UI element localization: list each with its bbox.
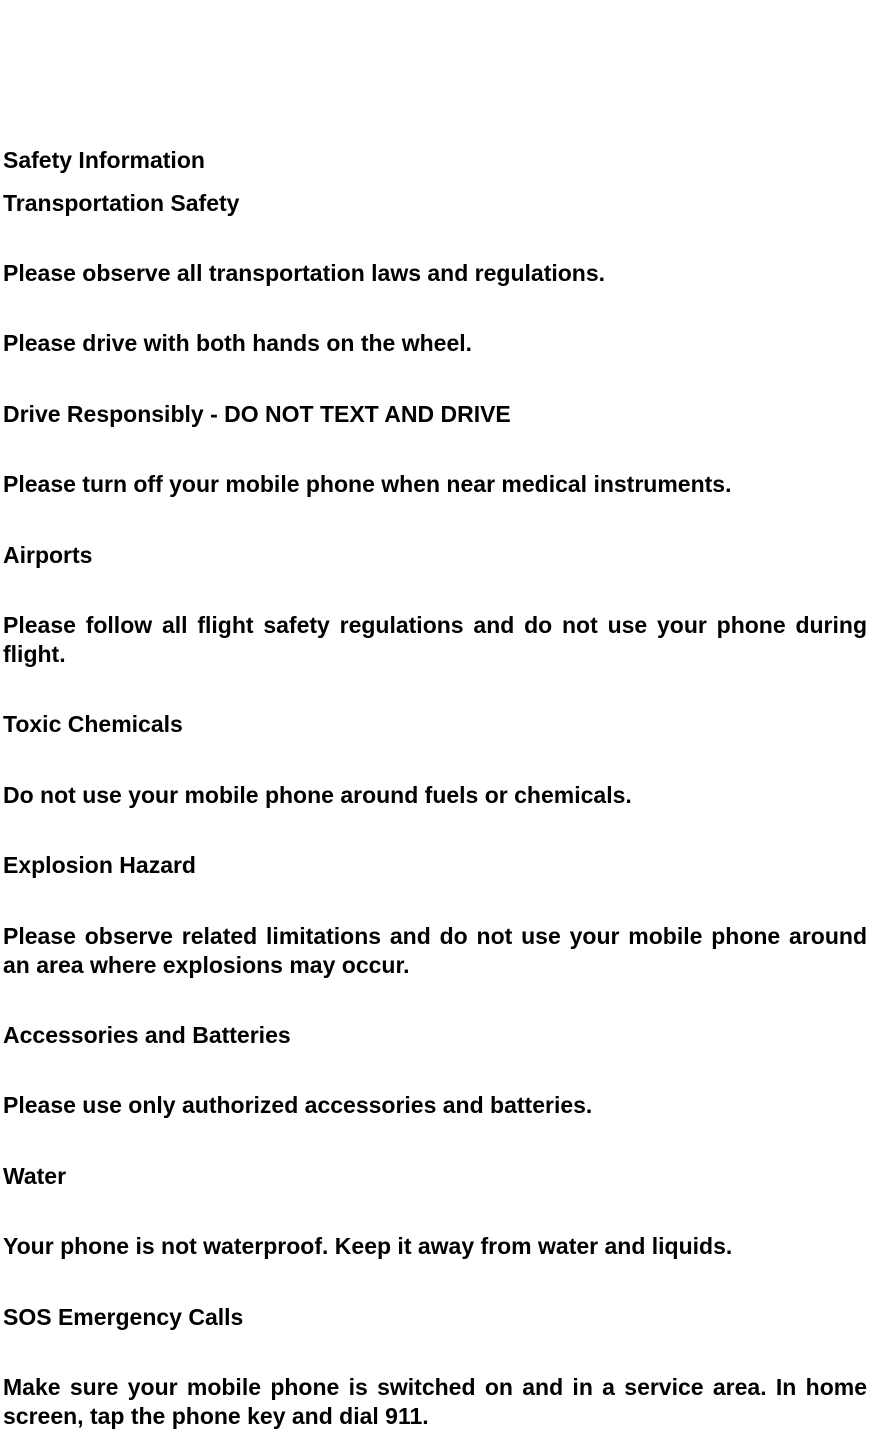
water-paragraph: Your phone is not waterproof. Keep it away from water and liquids.: [3, 1233, 733, 1259]
airports-paragraph: Please follow all flight safety regulations and do not use your phone during flight.: [3, 612, 867, 667]
sos-paragraph: Make sure your mobile phone is switched on and in a service area. In home screen, tap the phone key and dial 911.: [3, 1374, 867, 1429]
chemicals-paragraph: Do not use your mobile phone around fuels or chemicals.: [3, 782, 632, 808]
section-heading-accessories: Accessories and Batteries: [3, 1022, 291, 1048]
medical-instruments-notice: Please turn off your mobile phone when near medical instruments.: [3, 471, 732, 497]
transport-rule-laws: Please observe all transportation laws and regulations.: [3, 260, 606, 286]
section-heading-airports: Airports: [3, 542, 93, 568]
transport-rule-texting: Drive Responsibly - DO NOT TEXT AND DRIVE: [3, 401, 511, 427]
accessories-paragraph: Please use only authorized accessories and batteries.: [3, 1092, 593, 1118]
section-heading-water: Water: [3, 1163, 67, 1189]
page-title: Safety Information: [3, 147, 205, 173]
section-heading-toxic-chemicals: Toxic Chemicals: [3, 711, 183, 737]
section-heading-transportation: Transportation Safety: [3, 190, 240, 216]
section-heading-explosion-hazard: Explosion Hazard: [3, 852, 196, 878]
explosion-paragraph: Please observe related limitations and do not use your mobile phone around an area where explosions may occur.: [3, 923, 867, 978]
section-heading-sos: SOS Emergency Calls: [3, 1304, 244, 1330]
transport-rule-hands: Please drive with both hands on the wheel.: [3, 330, 473, 356]
